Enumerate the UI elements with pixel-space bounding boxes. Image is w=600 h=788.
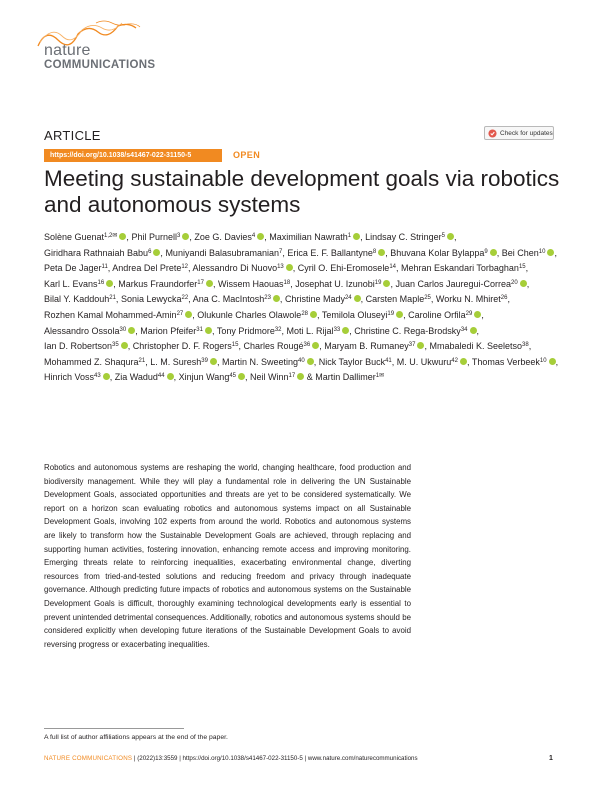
author-entry[interactable] <box>217 326 282 336</box>
author-affiliation: 22 <box>181 295 189 302</box>
affiliation-note: A full list of author affiliations appears at the end of the paper. <box>44 734 228 741</box>
author-entry[interactable] <box>390 248 496 258</box>
author-affiliation: 10 <box>539 357 547 364</box>
author-name[interactable]: Juan Carlos Jauregui-Correa <box>395 278 512 289</box>
author-name[interactable]: Martin Dallimer <box>315 372 376 383</box>
author-entry[interactable] <box>165 248 282 258</box>
orcid-icon[interactable] <box>210 358 217 365</box>
orcid-icon[interactable] <box>312 342 319 349</box>
author-name[interactable]: Olukunle Charles Olawole <box>197 309 302 320</box>
author-affiliation: 45 <box>229 373 237 380</box>
author-affiliation: 12 <box>181 264 189 271</box>
author-name[interactable]: Zia Wadud <box>114 372 158 383</box>
author-name[interactable]: Bei Chen <box>501 247 539 258</box>
author-affiliation: 29 <box>465 310 473 317</box>
author-name[interactable]: Carsten Maple <box>365 294 425 305</box>
author-entry[interactable] <box>401 263 526 273</box>
author-entry[interactable] <box>429 341 528 351</box>
author-name[interactable]: Lindsay C. Stringer <box>365 232 442 242</box>
author-connector: & <box>306 372 316 383</box>
author-entry[interactable] <box>44 263 108 273</box>
author-affiliation: 1✉ <box>375 373 385 380</box>
author-name[interactable]: Phil Purnell <box>131 232 177 242</box>
author-affiliation: 36 <box>303 342 311 349</box>
orcid-icon[interactable] <box>383 280 390 287</box>
orcid-icon[interactable] <box>257 233 264 240</box>
author-entry[interactable] <box>472 357 556 367</box>
author-affiliation: 39 <box>201 357 208 364</box>
author-name[interactable]: Ian D. Robertson <box>44 341 113 352</box>
author-name[interactable]: Giridhara Rathnaiah Babu <box>44 247 149 258</box>
author-affiliation: 28 <box>301 310 309 317</box>
orcid-icon[interactable] <box>153 249 160 256</box>
orcid-icon[interactable] <box>238 373 245 380</box>
author-affiliation: 4 <box>251 233 256 239</box>
author-entry[interactable] <box>244 341 320 351</box>
author-entry[interactable] <box>44 341 128 351</box>
author-affiliation: 1 <box>347 233 352 239</box>
author-affiliation: 3 <box>176 233 181 239</box>
author-entry[interactable] <box>121 294 188 304</box>
author-entry[interactable] <box>285 294 361 304</box>
open-access-label: OPEN <box>233 150 261 160</box>
author-entry[interactable] <box>150 357 217 367</box>
author-name[interactable]: Mehran Eskandari Torbaghan <box>401 263 519 274</box>
author-affiliation: 19 <box>387 310 395 317</box>
author-name[interactable]: Josephat U. Izunobi <box>295 278 375 289</box>
author-entry[interactable] <box>395 279 526 289</box>
orcid-icon[interactable] <box>119 233 126 240</box>
orcid-icon[interactable] <box>128 327 135 334</box>
author-entry[interactable] <box>502 248 555 258</box>
author-name[interactable]: L. M. Suresh <box>150 356 202 367</box>
author-affiliation: 37 <box>408 342 416 349</box>
author-name[interactable]: Alessandro Di Nuovo <box>192 263 278 274</box>
author-name[interactable]: Temilola Oluseyi <box>321 309 388 320</box>
author-name[interactable]: Caroline Orfila <box>408 309 466 320</box>
author-entry[interactable] <box>295 279 390 289</box>
author-name[interactable]: Rozhen Kamal Mohammed-Amin <box>44 309 177 320</box>
author-affiliation: 27 <box>176 310 184 317</box>
author-affiliation: 23 <box>264 295 271 302</box>
author-entry[interactable] <box>322 310 403 320</box>
author-name[interactable]: Martin N. Sweeting <box>221 356 299 367</box>
orcid-icon[interactable] <box>106 280 113 287</box>
author-name[interactable]: Peta De Jager <box>44 263 102 274</box>
author-name[interactable]: Xinjun Wang <box>178 372 230 383</box>
author-entry[interactable] <box>193 263 293 273</box>
article-type-label: ARTICLE <box>44 128 101 143</box>
author-entry[interactable] <box>44 357 145 367</box>
author-entry[interactable] <box>287 248 385 258</box>
author-entry[interactable] <box>44 279 113 289</box>
orcid-icon[interactable] <box>286 264 293 271</box>
footer-citation <box>44 755 418 762</box>
abstract: Robotics and autonomous systems are reshaping the world, changing healthcare, food production and biodiversity management. While they will play a fundamental role in delivering the UN Sustainable Development Goals, associated opportunities and threats are yet to be considered systematically. We report on a horizon scan evaluating robotics and autonomous systems impact on all Sustainable Development Goals, involving 102 experts from around the world. Robotics and autonomous systems are likely to transform how the Sustainable Development Goals are achieved, through replacing and supporting human activities, fostering innovation, enhancing remote access and improving monitoring. Emerging threats relate to reinforcing inequalities, exacerbating environmental change, diverting resources from tried-and-tested solutions and reducing freedom and privacy through inadequate governance. Although predicting future impacts of robotics and autonomous systems on the Sustainable Development Goals is difficult, thoroughly examining technological developments early is essential to prevent unintended detrimental consequences. Additionally, robotics and autonomous systems should be considered explicitly when developing future iterations of the Sustainable Development Goals to avoid reversing progress or exacerbating inequalities. <box>44 463 411 649</box>
doi-link[interactable]: https://doi.org/10.1038/s41467-022-31150-5 <box>44 149 222 162</box>
author-name[interactable]: Hinrich Voss <box>44 372 95 383</box>
author-name[interactable]: Alessandro Ossola <box>44 325 120 336</box>
author-entry[interactable] <box>44 326 135 336</box>
author-entry[interactable] <box>315 372 384 382</box>
author-name[interactable]: Bhuvana Kolar Bylappa <box>390 247 485 258</box>
orcid-icon[interactable] <box>103 373 110 380</box>
author-entry[interactable] <box>194 232 264 242</box>
author-entry[interactable] <box>354 326 476 336</box>
author-affiliation: 1,2✉ <box>104 233 118 239</box>
author-affiliation: 24 <box>344 295 352 302</box>
article-title: Meeting sustainable development goals via robotics and autonomous systems <box>44 166 560 217</box>
author-name[interactable]: Muniyandi Balasubramanian <box>165 247 280 258</box>
author-affiliation: 21 <box>109 295 116 302</box>
author-entry[interactable] <box>133 341 239 351</box>
author-name[interactable]: Mohammed Z. Shaqura <box>44 356 139 367</box>
author-affiliation: 14 <box>389 264 397 271</box>
author-affiliation: 42 <box>451 357 458 364</box>
author-name[interactable]: Christine Mady <box>284 294 345 305</box>
author-affiliation: 43 <box>94 373 101 380</box>
author-entry[interactable] <box>197 310 317 320</box>
author-name[interactable]: Worku N. Mhiret <box>435 294 501 305</box>
author-affiliation: 16 <box>97 279 105 286</box>
author-affiliation: 21 <box>138 357 146 364</box>
author-name[interactable]: M. U. Ukwuru <box>396 356 452 367</box>
author-entry[interactable] <box>112 263 188 273</box>
orcid-icon[interactable] <box>396 311 403 318</box>
author-affiliation: 38 <box>522 342 529 349</box>
author-entry[interactable] <box>408 310 481 320</box>
author-affiliation: 6 <box>148 248 152 255</box>
author-name[interactable]: Neil Winn <box>250 372 289 383</box>
author-name[interactable]: Karl L. Evans <box>44 278 98 289</box>
orcid-icon[interactable] <box>470 327 477 334</box>
author-name[interactable]: Andrea Del Prete <box>112 263 182 274</box>
author-name[interactable]: Nick Taylor Buck <box>318 356 386 367</box>
author-affiliation: 19 <box>374 279 382 286</box>
author-name[interactable]: Sonia Lewycka <box>120 294 182 305</box>
author-entry[interactable] <box>131 232 189 242</box>
check-updates-icon <box>488 129 497 138</box>
author-affiliation: 34 <box>460 326 468 333</box>
orcid-icon[interactable] <box>307 358 314 365</box>
author-affiliation: 13 <box>277 264 284 271</box>
author-entry[interactable] <box>366 294 431 304</box>
author-entry[interactable] <box>218 279 290 289</box>
orcid-icon[interactable] <box>167 373 174 380</box>
author-entry[interactable] <box>44 294 116 304</box>
author-entry[interactable] <box>397 357 467 367</box>
author-affiliation: 9 <box>484 248 488 255</box>
author-entry[interactable] <box>44 372 110 382</box>
check-for-updates-label: Check for updates <box>500 129 553 137</box>
author-affiliation: 8 <box>372 248 377 255</box>
author-affiliation: 32 <box>274 326 282 333</box>
author-name[interactable]: Solène Guenat <box>44 232 105 242</box>
orcid-icon[interactable] <box>206 280 213 287</box>
author-affiliation: 20 <box>511 279 518 286</box>
author-entry[interactable] <box>115 372 174 382</box>
orcid-icon[interactable] <box>297 373 304 380</box>
orcid-icon[interactable] <box>273 295 280 302</box>
orcid-icon[interactable] <box>378 249 385 256</box>
author-affiliation: 26 <box>500 295 508 302</box>
author-name[interactable]: Charles Rougé <box>243 341 304 352</box>
author-name[interactable]: Cyril O. Ehi-Eromosele <box>297 263 390 274</box>
check-for-updates-button[interactable] <box>484 126 554 140</box>
author-entry[interactable] <box>222 357 314 367</box>
author-affiliation: 30 <box>119 326 127 333</box>
author-affiliation: 17 <box>197 279 204 286</box>
author-affiliation: 44 <box>157 373 165 380</box>
author-entry[interactable] <box>319 357 392 367</box>
orcid-icon[interactable] <box>353 233 360 240</box>
author-name[interactable]: Zoe G. Davies <box>194 232 252 242</box>
orcid-icon[interactable] <box>354 295 361 302</box>
author-entry[interactable] <box>44 232 126 242</box>
author-affiliation: 31 <box>196 326 203 333</box>
author-entry[interactable] <box>179 372 245 382</box>
orcid-icon[interactable] <box>417 342 424 349</box>
page-number: 1 <box>549 755 553 762</box>
author-entry[interactable] <box>298 263 396 273</box>
author-name[interactable]: Erica E. F. Ballantyne <box>287 247 373 258</box>
author-affiliation: 40 <box>298 357 305 364</box>
author-entry[interactable] <box>44 248 160 258</box>
logo-communications-text: COMMUNICATIONS <box>44 59 156 71</box>
author-entry[interactable] <box>44 310 192 320</box>
author-entry[interactable] <box>287 326 350 336</box>
author-entry[interactable] <box>436 294 508 304</box>
author-affiliation: 33 <box>333 326 341 333</box>
author-name[interactable]: Mmabaledi K. Seeletso <box>429 341 523 352</box>
author-name[interactable]: Christine C. Rega-Brodsky <box>354 325 461 336</box>
author-entry[interactable] <box>250 372 304 382</box>
author-affiliation: 41 <box>385 357 392 364</box>
author-affiliation: 15 <box>231 342 239 349</box>
author-name[interactable]: Wissem Haouas <box>217 278 284 289</box>
nature-communications-logo[interactable] <box>36 20 176 72</box>
author-name[interactable]: Bilal Y. Kaddouh <box>44 294 110 305</box>
author-affiliation: 25 <box>424 295 431 302</box>
author-affiliation: 7 <box>279 248 283 255</box>
author-entry[interactable] <box>118 279 213 289</box>
author-name[interactable]: Ana C. MacIntosh <box>192 294 265 305</box>
author-list: Solène Guenat$^{1,2✉}$ , Phil Purnell$^3$ , Zoe G. Davies$^4$ , Maximilian Nawrath$^1$ , Lindsay C. Stringer$^5$ , Giridhara Rathnaiah Babu$^6$ , Muniyandi Balasubramanian$^7$, Erica E. F. Ballantyne$^8$ , Bhuvana Kolar Bylappa$^9$ , Bei Chen$^{10}$ , Peta De Jager$^{11}$, Andrea Del Prete$^{12}$, Alessandro Di Nuovo$^{13}$ , Cyril O. Ehi-Eromosele$^{14}$, Mehran Eskandari Torbaghan$^{15}$, Karl L. Evans$^{16}$ , Markus Fraundorfer$^{17}$ , Wissem Haouas$^{18}$, Josephat U. Izunobi$^{19}$ , Juan Carlos Jauregui-Correa$^{20}$ , Bilal Y. Kaddouh$^{21}$, Sonia Lewycka$^{22}$, Ana C. MacIntosh$^{23}$ , Christine Mady$^{24}$ , Carsten Maple$^{25}$, Worku N. Mhiret$^{26}$, Rozhen Kamal Mohammed-Amin$^{27}$ , Olukunle Charles Olawole$^{28}$ , Temilola Oluseyi$^{19}$ , Caroline Orfila$^{29}$ , Alessandro Ossola$^{30}$ , Marion Pfeifer$^{31}$ , Tony Pridmore$^{32}$, Moti L. Rijal$^{33}$ , Christine C. Rega-Brodsky$^{34}$ , Ian D. Robertson$^{35}$ , Christopher D. F. Rogers$^{15}$, Charles Rougé$^{36}$ , Maryam B. Rumaney$^{37}$ , Mmabaledi K. Seeletso$^{38}$, Mohammed Z. Shaqura$^{21}$, L. M. Suresh$^{39}$ , Martin N. Sweeting$^{40}$ , Nick Taylor Buck$^{41}$, M. U. Ukwuru$^{42}$ , Thomas Verbeek$^{10}$ , Hinrich Voss$^{43}$ , Zia Wadud$^{44}$ , Xinjun Wang$^{45}$ , Neil Winn$^{17}$ & Martin Dallimer$^{1✉}$ <box>44 232 559 383</box>
author-affiliation: 35 <box>112 342 119 349</box>
author-entry[interactable] <box>324 341 424 351</box>
author-name[interactable]: Moti L. Rijal <box>286 325 334 336</box>
orcid-icon[interactable] <box>460 358 467 365</box>
footer-citation-text[interactable]: | (2022)13:3559 | https://doi.org/10.1038/s41467-022-31150-5 | www.nature.com/naturecommunications <box>132 755 418 762</box>
orcid-icon[interactable] <box>205 327 212 334</box>
author-entry[interactable] <box>365 232 454 242</box>
author-name[interactable]: Marion Pfeifer <box>140 325 197 336</box>
author-name[interactable]: Thomas Verbeek <box>471 356 540 367</box>
orcid-icon[interactable] <box>121 342 128 349</box>
author-name[interactable]: Markus Fraundorfer <box>118 278 198 289</box>
orcid-icon[interactable] <box>185 311 192 318</box>
orcid-icon[interactable] <box>182 233 189 240</box>
author-entry[interactable] <box>140 326 212 336</box>
orcid-icon[interactable] <box>549 358 556 365</box>
author-affiliation: 5 <box>441 233 445 239</box>
orcid-icon[interactable] <box>447 233 454 240</box>
orcid-icon[interactable] <box>342 327 349 334</box>
orcid-icon[interactable] <box>310 311 317 318</box>
author-affiliation: 11 <box>101 264 108 271</box>
author-affiliation: 10 <box>538 248 546 255</box>
author-entry[interactable] <box>269 232 360 242</box>
author-affiliation: 18 <box>283 279 291 286</box>
author-affiliation: 15 <box>518 264 526 271</box>
orcid-icon[interactable] <box>490 249 497 256</box>
orcid-icon[interactable] <box>474 311 481 318</box>
author-entry[interactable] <box>193 294 280 304</box>
footer-journal-name: NATURE COMMUNICATIONS <box>44 755 133 762</box>
author-name[interactable]: Maryam B. Rumaney <box>324 341 409 352</box>
footer-divider <box>44 728 184 729</box>
author-name[interactable]: Christopher D. F. Rogers <box>132 341 232 352</box>
orcid-icon[interactable] <box>520 280 527 287</box>
orcid-icon[interactable] <box>547 249 554 256</box>
logo-nature-text: nature <box>44 42 91 59</box>
author-affiliation: 17 <box>288 373 296 380</box>
author-name[interactable]: Maximilian Nawrath <box>269 232 348 242</box>
author-name[interactable]: Tony Pridmore <box>216 325 275 336</box>
